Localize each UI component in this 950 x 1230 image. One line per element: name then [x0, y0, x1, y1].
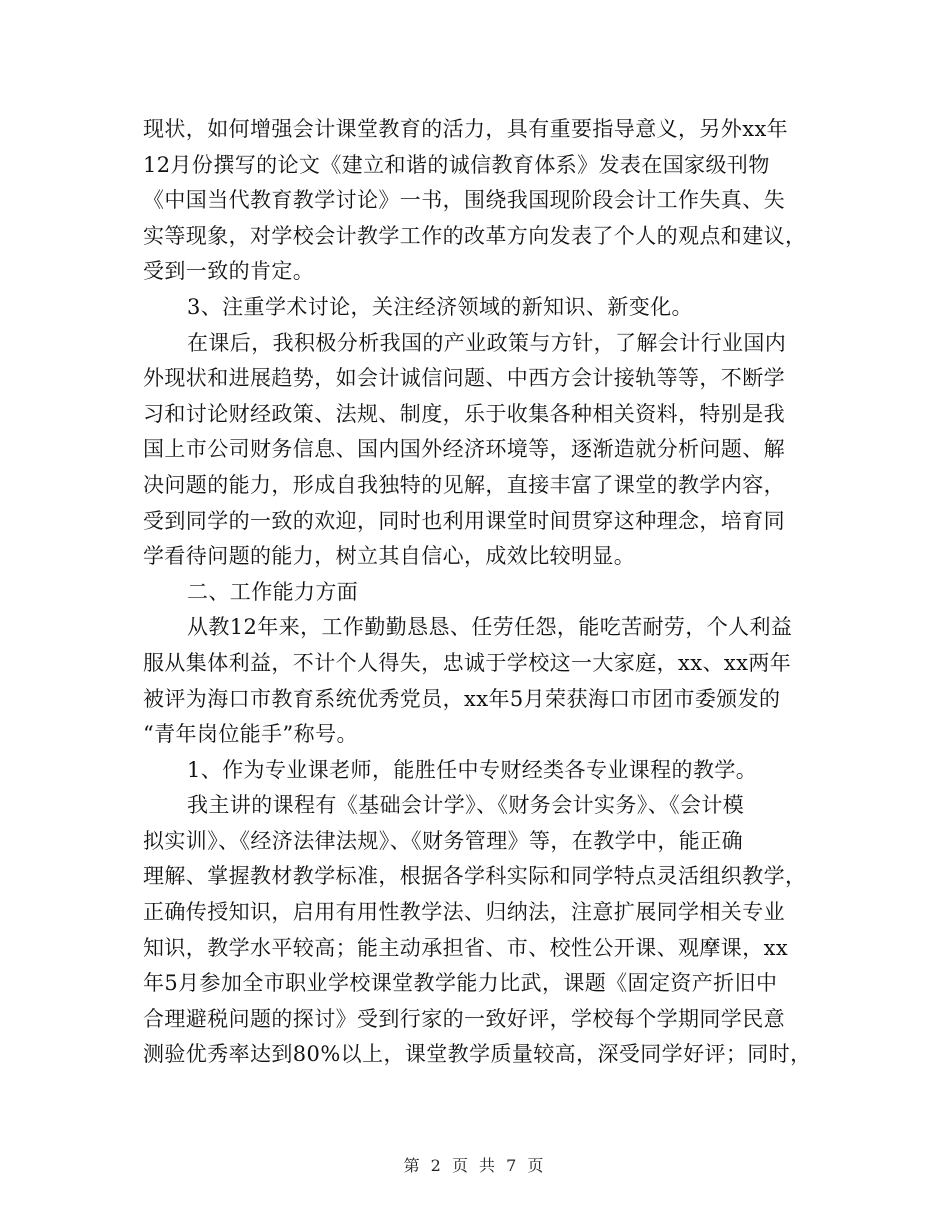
text-line: 12月份撰写的论文《建立和谐的诚信教育体系》发表在国家级刊物 — [143, 152, 770, 177]
text-line: 学看待问题的能力，树立其自信心，成效比较明显。 — [143, 544, 636, 569]
text-line: 正确传授知识，启用有用性教学法、归纳法，注意扩展同学相关专业 — [143, 900, 785, 925]
text-line: 决问题的能力，形成自我独特的见解，直接丰富了课堂的教学内容， — [143, 472, 785, 497]
paragraph-first-line: 从教12年来，工作勤勤恳恳、任劳任怨，能吃苦耐劳，个人利益 — [187, 615, 793, 640]
text-line: 理解、掌握教材教学标准，根据各学科实际和同学特点灵活组织教学， — [143, 864, 807, 889]
text-line: 知识，教学水平较高；能主动承担省、市、校性公开课、观摩课，xx — [143, 935, 789, 960]
section-heading: 1、作为专业课老师，能胜任中专财经类各专业课程的教学。 — [187, 757, 758, 782]
text-line: “青年岗位能手”称号。 — [143, 722, 358, 747]
text-line: 受到同学的一致的欢迎，同时也利用课堂时间贯穿这种理念，培育同 — [143, 508, 785, 533]
paragraph-first-line: 在课后，我积极分析我国的产业政策与方针，了解会计行业国内 — [187, 330, 787, 355]
section-heading: 3、注重学术讨论，关注经济领域的新知识、新变化。 — [187, 294, 693, 319]
text-line: 被评为海口市教育系统优秀党员，xx年5月荣获海口市团市委颁发的 — [143, 686, 781, 711]
text-line: 测验优秀率达到80%以上，课堂教学质量较高，深受同学好评；同时， — [143, 1042, 812, 1067]
text-line: 习和讨论财经政策、法规、制度，乐于收集各种相关资料，特别是我 — [143, 401, 785, 426]
text-line: 实等现象，对学校会计教学工作的改革方向发表了个人的观点和建议， — [143, 223, 807, 248]
document-body — [143, 112, 813, 1073]
text-line: 合理避税问题的探讨》受到行家的一致好评，学校每个学期同学民意 — [143, 1006, 785, 1031]
text-line: 国上市公司财务信息、国内国外经济环境等，逐渐造就分析问题、解 — [143, 437, 785, 462]
section-heading: 二、工作能力方面 — [187, 579, 359, 604]
text-line: 服从集体利益，不计个人得失，忠诚于学校这一大家庭，xx、xx两年 — [143, 650, 792, 675]
text-line: 年5月参加全市职业学校课堂教学能力比武，课题《固定资产折旧中 — [143, 971, 778, 996]
text-line: 拟实训》、《经济法律法规》、《财务管理》等，在教学中，能正确 — [143, 828, 743, 853]
paragraph-first-line: 我主讲的课程有《基础会计学》、《财务会计实务》、《会计模 — [187, 793, 745, 818]
text-line: 外现状和进展趋势，如会计诚信问题、中西方会计接轨等等，不断学 — [143, 366, 785, 391]
text-line: 现状，如何增强会计课堂教育的活力，具有重要指导意义，另外xx年 — [143, 117, 789, 141]
text-line: 受到一致的肯定。 — [143, 259, 315, 284]
text-line: 《中国当代教育教学讨论》一书，围绕我国现阶段会计工作失真、失 — [143, 188, 785, 213]
page-number-footer: 第 2 页 共 7 页 — [403, 1156, 547, 1175]
